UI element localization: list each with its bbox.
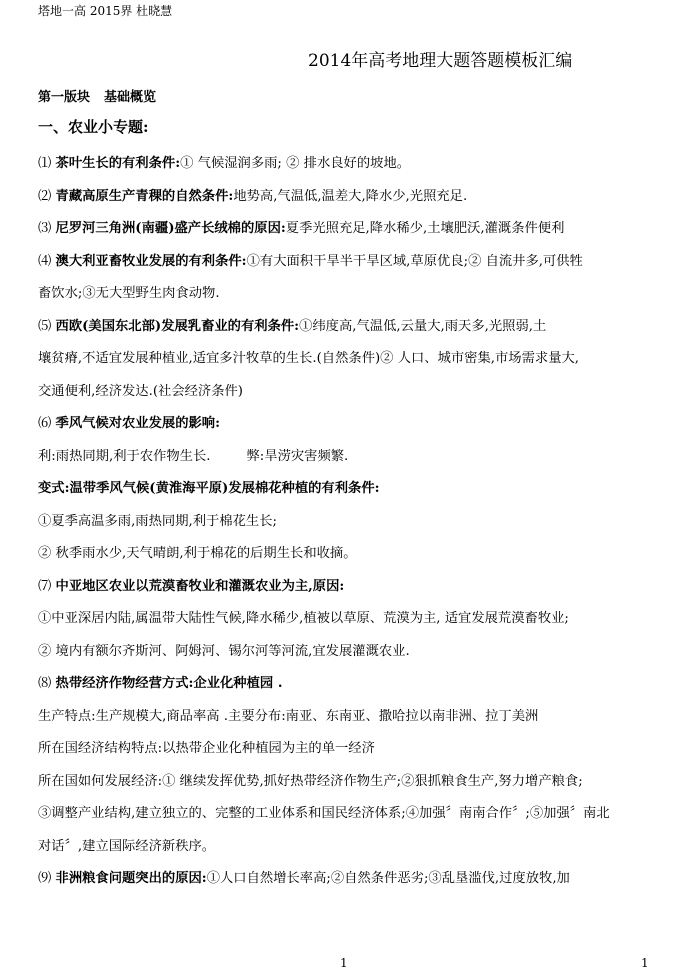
list-item xyxy=(38,408,662,441)
item-text-line: ③调整产业结构,建立独立的、完整的工业体系和国民经济体系;④加强〞南南合作〞;⑤加强〞南北 xyxy=(38,806,610,821)
list-item xyxy=(38,311,662,344)
item-text-line: 对话〞,建立国际经济新秩序。 xyxy=(38,838,216,854)
item-text-line: ①夏季高温多雨,雨热同期,利于棉花生长; xyxy=(38,513,277,529)
item-heading: 中亚地区农业以荒漠畜牧业和灌溉农业为主,原因: xyxy=(55,578,345,594)
list-item xyxy=(38,213,662,246)
item-number: ⑴ xyxy=(38,156,52,171)
item-heading: 非洲粮食问题突出的原因: xyxy=(55,871,207,886)
item-text-line: 壤贫瘠,不适宜发展种植业,适宜多汁牧草的生长.(自然条件)② 人口、城市密集,市场需求量大, xyxy=(38,351,580,366)
item-heading: 青藏高原生产青稞的自然条件: xyxy=(55,188,234,204)
item-number: ⑻ xyxy=(38,676,52,691)
item-text-line: 交通便利,经济发达.(社会经济条件) xyxy=(38,383,243,399)
page-number: 1 xyxy=(340,956,348,970)
item-number: ⑼ xyxy=(38,871,52,886)
item-heading: 尼罗河三角洲(南疆)盛产长绒棉的原因: xyxy=(55,221,286,236)
item-text-line: 所在国经济结构特点:以热带企业化种植园为主的单一经济 xyxy=(38,741,375,756)
cons-text: 弊:旱涝灾害频繁. xyxy=(246,448,349,464)
item-text: 地势高,气温低,温差大,降水少,光照充足. xyxy=(233,188,468,204)
item-text: ①有大面积干旱半干旱区域,草原优良;② 自流井多,可供牲 xyxy=(246,253,583,269)
item-heading: 澳大利亚畜牧业发展的有利条件: xyxy=(55,253,247,269)
page-number-right: 1 xyxy=(641,956,649,970)
item-text-line: ② 秋季雨水少,天气晴朗,利于棉花的后期生长和收摘。 xyxy=(38,546,357,561)
list-item xyxy=(38,668,662,701)
item-number: ⑷ xyxy=(38,253,52,269)
item-text: ①人口自然增长率高;②自然条件恶劣;③乱垦滥伐,过度放牧,加 xyxy=(206,871,570,886)
list-item xyxy=(38,863,662,896)
item-text-line: 畜饮水;③无大型野生肉食动物. xyxy=(38,286,220,301)
item-number: ⑹ xyxy=(38,416,52,431)
document-body xyxy=(38,148,662,896)
item-heading: 热带经济作物经营方式:企业化种植园 . xyxy=(55,676,283,691)
section-number: 第一版块 xyxy=(38,90,91,105)
item-heading: 西欧(美国东北部)发展乳畜业的有利条件: xyxy=(55,318,300,334)
item-number: ⑶ xyxy=(38,221,52,236)
item-number: ⑵ xyxy=(38,188,52,204)
item-number: ⑸ xyxy=(38,318,52,334)
item-text-line: 生产特点:生产规模大,商品率高 .主要分布:南亚、东南亚、撒哈拉以南非洲、拉丁美洲 xyxy=(38,708,539,724)
document-title: 2014年高考地理大题答题模板汇编 xyxy=(308,51,573,71)
page-header: 塔地一高 2015界 杜晓慧 xyxy=(38,4,173,18)
item-text: ①纬度高,气温低,云量大,雨天多,光照弱,土 xyxy=(299,318,547,334)
item-text: 夏季光照充足,降水稀少,土壤肥沃,灌溉条件便利 xyxy=(285,221,565,236)
item-heading: 茶叶生长的有利条件: xyxy=(55,156,181,171)
item-text-line: ①中亚深居内陆,属温带大陆性气候,降水稀少,植被以草原、荒漠为主, 适宜发展荒漠畜牧业; xyxy=(38,611,569,626)
variant-heading: 变式:温带季风气候(黄淮海平原)发展棉花种植的有利条件: xyxy=(38,481,380,496)
item-text: ① 气候湿润多雨; ② 排水良好的坡地。 xyxy=(180,156,411,171)
item-number: ⑺ xyxy=(38,578,52,594)
item-text-line: 所在国如何发展经济:① 继续发挥优势,抓好热带经济作物生产;②狠抓粮食生产,努力增产粮食; xyxy=(38,773,583,789)
list-item xyxy=(38,571,662,604)
list-item xyxy=(38,148,662,181)
section-label xyxy=(38,86,156,105)
pros-cons-line xyxy=(38,441,662,474)
subsection-title: 一、农业小专题: xyxy=(38,118,149,136)
list-item xyxy=(38,246,662,279)
item-text-line: ② 境内有额尔齐斯河、阿姆河、锡尔河等河流,宜发展灌溉农业. xyxy=(38,643,410,659)
section-name: 基础概览 xyxy=(104,90,157,105)
pros-text: 利:雨热同期,利于农作物生长. xyxy=(38,448,211,464)
item-heading: 季风气候对农业发展的影响: xyxy=(55,416,221,431)
list-item xyxy=(38,181,662,214)
